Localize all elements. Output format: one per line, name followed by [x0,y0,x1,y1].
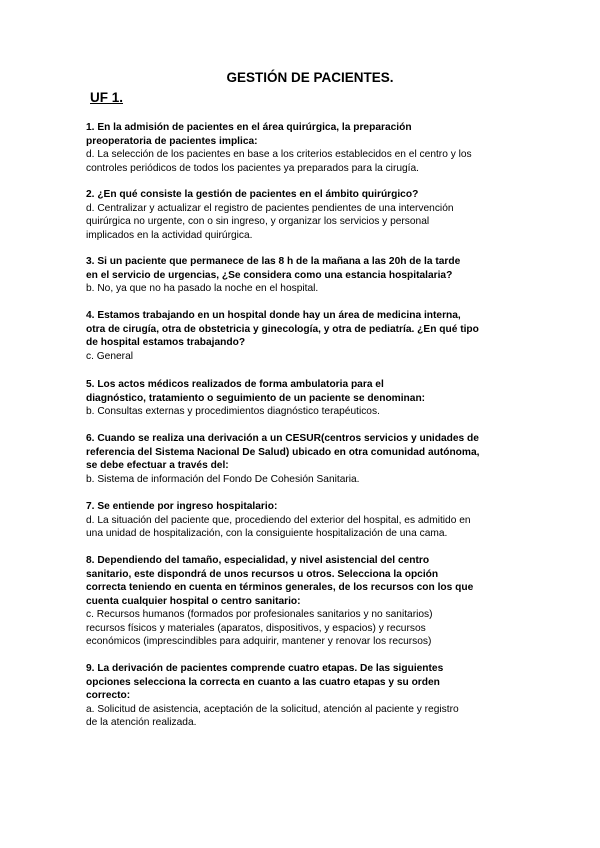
question-block [86,554,526,649]
answer-text: d. La situación del paciente que, procediendo del exterior del hospital, es admitido en una unidad de hospitalización, con la consiguiente hospitalización de una cama. [86,514,471,539]
question-block [86,500,526,541]
question-text: 3. Si un paciente que permanece de las 8 h de la mañana a las 20h de la tarde en el servicio de urgencias, ¿Se considera como una estancia hospitalaria? [86,256,461,281]
question-block [86,309,526,363]
question-text: 2. ¿En qué consiste la gestión de pacientes en el ámbito quirúrgico? [86,189,419,200]
question-text: 1. En la admisión de pacientes en el área quirúrgica, la preparación preoperatoria de pacientes implica: [86,122,412,147]
question-block [86,188,526,242]
answer-text: a. Solicitud de asistencia, aceptación de la solicitud, atención al paciente y registro de la atención realizada. [86,703,459,728]
question-text: 9. La derivación de pacientes comprende cuatro etapas. De las siguientes opciones selecciona la correcta en cuanto a las cuatro etapas y su orden correcto: [86,663,444,701]
unit-heading: UF 1. [90,90,124,105]
answer-text: d. Centralizar y actualizar el registro de pacientes pendientes de una intervención quirúrgica no urgente, con o sin ingreso, y organizar los servicios y personal implicados en la actividad quirúrgica. [86,202,454,241]
question-text: 5. Los actos médicos realizados de forma ambulatoria para el diagnóstico, tratamiento o seguimiento de un paciente se denominan: [86,379,426,404]
question-text: 6. Cuando se realiza una derivación a un CESUR(centros servicios y unidades de referencia del Sistema Nacional De Salud) ubicado en otra comunidad autónoma, se debe efectuar a través del: [86,433,480,471]
question-block [86,432,526,486]
answer-text: d. La selección de los pacientes en base a los criterios establecidos en el centro y los controles periódicos de todos los pacientes ya preparados para la cirugía. [86,149,472,174]
answer-text: c. Recursos humanos (formados por profesionales sanitarios y no sanitarios) recursos físicos y materiales (aparatos, dispositivos, y espacios) y recursos económicos (imprescindibles para adquirir, mantener y renovar los recursos) [86,609,433,647]
answer-text: b. Consultas externas y procedimientos diagnóstico terapéuticos. [86,406,380,417]
question-block [86,255,526,296]
answer-text: b. No, ya que no ha pasado la noche en el hospital. [86,283,319,294]
answer-text: b. Sistema de información del Fondo De Cohesión Sanitaria. [86,473,360,485]
question-text: 4. Estamos trabajando en un hospital donde hay un área de medicina interna, otra de cirugía, otra de obstetricia y ginecología, y otra de pediatría. ¿En qué tipo de hospital estamos trabajando? [86,310,479,348]
page-title: GESTIÓN DE PACIENTES. [226,70,394,85]
question-block [86,662,526,730]
question-block [86,121,526,175]
question-text: 7. Se entiende por ingreso hospitalario: [86,501,278,512]
question-block [86,378,526,419]
answer-text: c. General [86,350,133,362]
question-text: 8. Dependiendo del tamaño, especialidad, y nivel asistencial del centro sanitario, este dispondrá de unos recursos u otros. Selecciona la opción correcta teniendo en cuenta en términos generales, de los recursos con los que cuenta cualquier hospital o centro sanitario: [86,555,474,607]
